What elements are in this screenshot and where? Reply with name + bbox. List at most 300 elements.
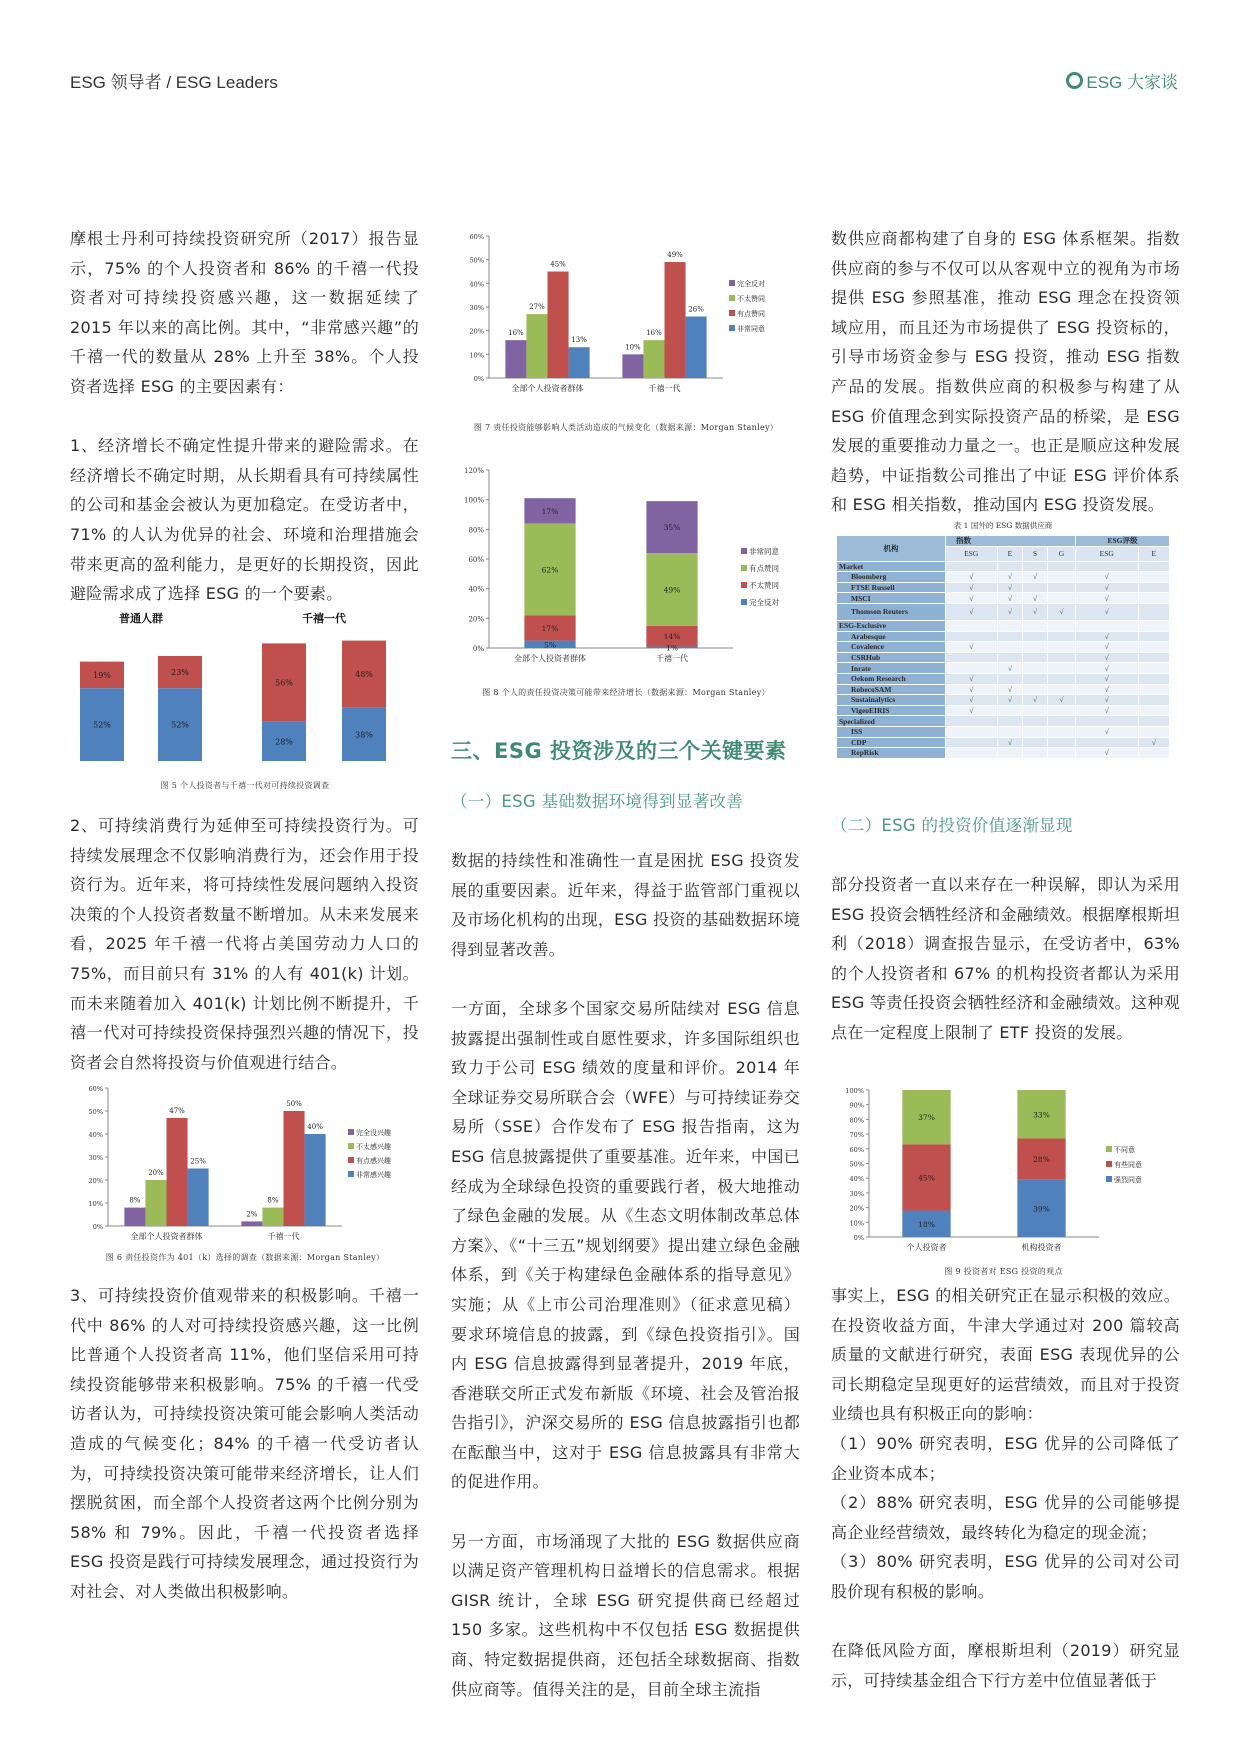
table-cell [946, 716, 998, 727]
section-label: ESG-Esclusive [837, 620, 946, 631]
data-label: 13% [571, 336, 587, 345]
figure-caption: 图 7 责任投资能够影响人类活动造成的气候变化（数据来源：Morgan Stanley） [473, 423, 779, 432]
column-subheader: S [1023, 546, 1048, 561]
circle-logo-icon [1066, 72, 1083, 89]
table-row [837, 748, 1170, 759]
check-cell [1023, 582, 1048, 593]
figure-caption: 图 5 个人投资者与千禧一代对可持续投资调查 [160, 781, 330, 790]
list-item: （2）88% 研究表明，ESG 优异的公司能够提高企业经营绩效，最终转化为稳定的现金流； [831, 1493, 1180, 1542]
legend-label: 非常同意 [737, 325, 765, 333]
table-cell [997, 716, 1023, 727]
paragraph: 摩根士丹利可持续投资研究所（2017）报告显示，75% 的个人投资者和 86% 的千禧一代投资者对可持续投资感兴趣，这一数据延续了 2015 年以来的高比例。其中，“非常感兴趣”的千禧一代的数量从 28% 上升至 38%。个人投资者选择 ESG 的主要因素有： [70, 229, 419, 396]
provider-name: MSCI [837, 593, 946, 604]
check-cell [997, 642, 1023, 653]
provider-name: CDP [837, 737, 946, 748]
y-tick-label: 60% [849, 1145, 864, 1154]
check-cell: √ [1075, 631, 1138, 642]
legend-label: 完全反对 [749, 598, 779, 607]
check-cell: √ [1075, 642, 1138, 653]
check-cell: √ [997, 582, 1023, 593]
check-cell [1047, 705, 1075, 716]
check-cell [1138, 748, 1169, 759]
table-row [837, 582, 1170, 593]
legend-label: 不太感兴趣 [356, 1143, 391, 1151]
list-item: （3）80% 研究表明，ESG 优异的公司对公司股价现有积极的影响。 [831, 1552, 1180, 1601]
legend-label: 有点赞同 [749, 564, 779, 573]
figure-9 [831, 1082, 1176, 1277]
check-cell: √ [997, 572, 1023, 583]
table-cell [1075, 620, 1138, 631]
check-cell: √ [1138, 737, 1169, 748]
check-cell [1138, 582, 1169, 593]
check-cell: √ [1075, 705, 1138, 716]
col2-block [451, 736, 800, 1704]
legend-swatch [741, 582, 747, 588]
data-label: 28% [275, 737, 293, 747]
paragraph: 数据的持续性和准确性一直是困扰 ESG 投资发展的重要因素。近年来，得益于监管部门重视以及市场化机构的出现，ESG 投资的基础数据环境得到显著改善。 [451, 851, 800, 959]
table-cell [1138, 620, 1169, 631]
bar [262, 1208, 283, 1226]
table-row [837, 642, 1170, 653]
x-tick-label: 千禧一代 [648, 384, 681, 393]
section-label: Market [837, 561, 946, 572]
legend-swatch [1106, 1176, 1112, 1182]
table-row [837, 663, 1170, 674]
y-tick-label: 30% [469, 304, 484, 312]
x-tick-label: 全部个人投资者群体 [511, 384, 584, 393]
legend-label: 强烈同意 [1114, 1176, 1142, 1184]
table-row [837, 593, 1170, 604]
table-row [837, 705, 1170, 716]
y-tick-label: 10% [849, 1219, 864, 1228]
check-cell [1138, 663, 1169, 674]
bar [505, 340, 526, 378]
check-cell: √ [1075, 663, 1138, 674]
check-cell [1047, 663, 1075, 674]
table-cell [946, 561, 998, 572]
table-cell [1047, 716, 1075, 727]
data-label: 49% [667, 251, 683, 260]
paragraph: 部分投资者一直以来存在一种误解，即认为采用 ESG 投资会牺牲经济和金融绩效。根据摩根斯坦利（2018）调查报告显示，在受访者中，63% 的个人投资者和 67% 的机构投资者都认为采用 ESG 等责任投资会牺牲经济和金融绩效。这种观点在一定程度上限制了 ETF 投资的发展。 [831, 875, 1180, 1042]
legend-swatch [348, 1157, 354, 1163]
table-cell [1023, 561, 1048, 572]
check-cell [997, 726, 1023, 737]
table-cell [1023, 716, 1048, 727]
x-tick-label: 千禧一代 [656, 654, 688, 663]
check-cell [1138, 642, 1169, 653]
legend-label: 不太赞同 [749, 581, 779, 590]
col1-block-a [70, 224, 419, 638]
section-label: Specialized [837, 716, 946, 727]
paragraph: 2、可持续消费行为延伸至可持续投资行为。可持续发展理念不仅影响消费行为，还会作用于投资行为。近年来，将可持续性发展问题纳入投资决策的个人投资者数量不断增加。从未来发展来看，2025 年千禧一代将占美国劳动力人口的 75%，而目前只有 31% 的人有 401(k) 计划。而未来随着加入 401(k) 计划比例不断提升，千禧一代对可持续投资保持强烈兴趣的情况下，投资者会自然将投资与价值观进行结合。 [70, 816, 419, 1072]
check-cell: √ [997, 684, 1023, 695]
check-cell [1047, 748, 1075, 759]
data-label: 17% [541, 506, 559, 516]
check-cell [997, 673, 1023, 684]
check-cell: √ [997, 695, 1023, 706]
data-label: 8% [129, 1196, 141, 1205]
data-label: 26% [688, 305, 704, 314]
paragraph: 另一方面，市场涌现了大批的 ESG 数据供应商以满足资产管理机构日益增长的信息需求。根据 GISR 统计，全球 ESG 研究提供商已经超过 150 多家。这些机构中不仅包括 ESG 数据提供商、特定数据提供商，还包括全球数据商、指数供应商等。值得关注的是，目前全球主流指 [451, 1531, 800, 1699]
legend-swatch [1106, 1161, 1112, 1167]
figure-6 [70, 1080, 420, 1263]
legend-label: 不同意 [1114, 1146, 1135, 1154]
data-label: 50% [286, 1100, 302, 1108]
figure-caption: 图 9 投资者对 ESG 投资的观点 [944, 1267, 1063, 1276]
check-cell [946, 748, 998, 759]
bar [241, 1221, 262, 1226]
check-cell: √ [1075, 652, 1138, 663]
y-tick-label: 0% [853, 1234, 864, 1242]
check-cell [1047, 572, 1075, 583]
provider-name: Arabesque [837, 631, 946, 642]
check-cell [1023, 726, 1048, 737]
fig7-chart [451, 228, 801, 418]
data-label: 8% [267, 1196, 279, 1205]
table-cell [1075, 561, 1138, 572]
check-cell [1023, 652, 1048, 663]
check-cell [1047, 582, 1075, 593]
col1-block-b [70, 811, 419, 1077]
bar [665, 262, 686, 378]
x-tick-label: 个人投资者 [906, 1243, 947, 1252]
legend-label: 非常同意 [749, 547, 779, 556]
legend-swatch [741, 548, 747, 554]
y-tick-label: 50% [88, 1108, 103, 1116]
data-label: 17% [541, 623, 559, 633]
y-tick-label: 100% [845, 1087, 864, 1095]
check-cell: √ [1023, 603, 1048, 620]
check-cell [997, 748, 1023, 759]
check-cell: √ [946, 642, 998, 653]
fig5-chart [70, 606, 420, 776]
table-row [837, 737, 1170, 748]
col3-block-a [831, 224, 1180, 520]
table-row [837, 572, 1170, 583]
check-cell [1023, 737, 1048, 748]
table-section-row [837, 561, 1170, 572]
y-tick-label: 20% [468, 615, 484, 624]
check-cell: √ [946, 695, 998, 706]
legend-swatch [348, 1129, 354, 1135]
legend-swatch [729, 325, 735, 331]
bar [305, 1134, 326, 1226]
column-subheader: ESG [946, 546, 998, 561]
check-cell: √ [946, 603, 998, 620]
section-heading: 三、ESG 投资涉及的三个关键要素 [451, 739, 787, 763]
legend-label: 完全没兴趣 [356, 1129, 391, 1137]
check-cell: √ [946, 673, 998, 684]
check-cell: √ [946, 582, 998, 593]
data-label: 2% [246, 1210, 258, 1219]
check-cell [1138, 684, 1169, 695]
data-label: 16% [508, 329, 524, 338]
check-cell [1075, 737, 1138, 748]
check-cell [1138, 631, 1169, 642]
subsection-heading: （二）ESG 的投资价值逐渐显现 [831, 816, 1073, 835]
column-subheader: G [1047, 546, 1075, 561]
provider-table-figure [836, 520, 1170, 759]
y-tick-label: 60% [468, 556, 484, 564]
provider-name: Thomson Reuters [837, 603, 946, 620]
group-title: 普通人群 [119, 612, 163, 625]
section-label: ESG 大家谈 [1086, 73, 1178, 92]
running-header-title: ESG 领导者 / ESG Leaders [70, 73, 278, 92]
check-cell [997, 631, 1023, 642]
table-cell [997, 561, 1023, 572]
x-tick-label: 机构投资者 [1021, 1243, 1062, 1252]
legend-label: 不太赞同 [737, 295, 765, 303]
y-tick-label: 20% [88, 1177, 103, 1185]
bar [643, 340, 664, 378]
check-cell [997, 705, 1023, 716]
check-cell [1023, 631, 1048, 642]
check-cell: √ [1075, 726, 1138, 737]
figure-5 [70, 606, 420, 791]
table-row [837, 603, 1170, 620]
bar [284, 1111, 305, 1226]
check-cell: √ [1023, 572, 1048, 583]
table-section-row [837, 620, 1170, 631]
legend-swatch [729, 295, 735, 301]
paragraph: 3、可持续投资价值观带来的积极影响。千禧一代中 86% 的人对可持续投资感兴趣，这一比例比普通个人投资者高 11%，他们坚信采用可持续投资能够带来积极影响。75% 的千禧一代受访者认为，可持续投资决策可能会影响人类活动造成的气候变化；84% 的千禧一代受访者认为，可持续投资决策可能带来经济增长，让人们摆脱贫困，而全部个人投资者这两个比例分别为 58% 和 79%。因此，千禧一代投资者选择 ESG 投资是践行可持续发展理念，通过投资行为对社会、对人类做出积极影响。 [70, 1286, 419, 1601]
legend-swatch [348, 1171, 354, 1177]
table-title: 表 1 国外的 ESG 数据供应商 [953, 521, 1053, 530]
y-tick-label: 20% [469, 327, 484, 336]
column-group-header: 指数 [946, 536, 1076, 547]
figure-7 [451, 228, 801, 433]
bar [145, 1180, 166, 1226]
y-tick-label: 40% [469, 280, 484, 289]
provider-name: CSRHub [837, 652, 946, 663]
y-tick-label: 70% [849, 1131, 864, 1140]
column-subheader: E [997, 546, 1023, 561]
data-label: 48% [355, 670, 373, 680]
y-tick-label: 20% [849, 1204, 864, 1213]
provider-name: RobecoSAM [837, 684, 946, 695]
col3-block-c [831, 1281, 1180, 1695]
check-cell: √ [1075, 748, 1138, 759]
check-cell: √ [1047, 603, 1075, 620]
col1-block-c [70, 1281, 419, 1607]
check-cell: √ [1075, 673, 1138, 684]
y-tick-label: 30% [88, 1154, 103, 1162]
provider-name: Inrate [837, 663, 946, 674]
provider-table [836, 535, 1170, 759]
check-cell [1138, 652, 1169, 663]
check-cell [946, 631, 998, 642]
x-tick-label: 全部个人投资者群体 [514, 654, 586, 663]
bar [548, 272, 569, 379]
check-cell [1047, 631, 1075, 642]
data-label: 28% [1033, 1155, 1050, 1165]
provider-name: Covalence [837, 642, 946, 653]
check-cell: √ [1075, 582, 1138, 593]
table-header-row [837, 536, 1170, 547]
legend-swatch [741, 599, 747, 605]
column-group-header: ESG评级 [1075, 536, 1169, 547]
provider-name: RepRisk [837, 748, 946, 759]
data-label: 25% [190, 1157, 206, 1166]
check-cell [946, 652, 998, 663]
col3-block-b [831, 811, 1180, 1048]
data-label: 39% [1033, 1204, 1050, 1214]
fig9-chart [831, 1082, 1176, 1262]
y-tick-label: 80% [468, 526, 484, 535]
check-cell [1023, 663, 1048, 674]
y-tick-label: 60% [88, 1085, 103, 1093]
list-item: （1）90% 研究表明，ESG 优异的公司降低了企业资本成本； [831, 1433, 1180, 1483]
legend-label: 有点感兴趣 [356, 1157, 391, 1165]
check-cell: √ [946, 593, 998, 604]
check-cell [1138, 572, 1169, 583]
paragraph: 一方面，全球多个国家交易所陆续对 ESG 信息披露提出强制性或自愿性要求，许多国际组织也致力于公司 ESG 绩效的度量和评价。2014 年全球证券交易所联合会（WFE）与可持续证券交易所（SSE）合作发布了 ESG 报告指南，这为 ESG 信息披露提供了重要基准。近年来，中国已经成为全球绿色投资的重要践行者，极大地推动了绿色金融的发展。从《生态文明体制改革总体方案》、《“十三五”规划纲要》提出建立绿色金融体系，到《关于构建绿色金融体系的指导意见》实施；从《上市公司治理准则》（征求意见稿）要求环境信息的披露，到《绿色投资指引》。国内 ESG 信息披露得到显著提升，2019 年底，香港联交所正式发布新版《环境、社会及管治报告指引》，沪深交易所的 ESG 信息披露指引也都在酝酿当中，这对于 ESG 信息披露具有非常大的促进作用。 [451, 998, 800, 1492]
check-cell [1023, 642, 1048, 653]
provider-name: ISS [837, 726, 946, 737]
check-cell [1047, 652, 1075, 663]
data-label: 45% [918, 1173, 935, 1183]
check-cell: √ [997, 737, 1023, 748]
column-subheader: E [1138, 546, 1169, 561]
fig6-chart [70, 1080, 420, 1248]
table-cell [1047, 620, 1075, 631]
legend-label: 完全反对 [737, 280, 765, 288]
table-row [837, 673, 1170, 684]
data-label: 23% [171, 668, 189, 678]
check-cell [946, 737, 998, 748]
data-label: 5% [544, 640, 556, 650]
data-label: 37% [918, 1113, 935, 1123]
figure-8 [451, 458, 801, 698]
provider-name: VigeoEIRIS [837, 705, 946, 716]
bar [167, 1118, 188, 1226]
y-tick-label: 10% [469, 351, 484, 360]
legend-swatch [729, 310, 735, 316]
y-tick-label: 60% [469, 233, 484, 241]
check-cell: √ [997, 593, 1023, 604]
check-cell: √ [946, 684, 998, 695]
data-label: 45% [550, 260, 566, 269]
paragraph: 事实上，ESG 的相关研究正在显示积极的效应。在投资收益方面，牛津大学通过对 200 篇较高质量的文献进行研究，表面 ESG 表现优异的公司长期稳定呈现更好的运营绩效，而且对于投资业绩也具有积极正向的影响： [831, 1286, 1180, 1424]
paragraph: 在降低风险方面，摩根斯坦利（2019）研究显示，可持续基金组合下行方差中位值显著低于 [831, 1641, 1180, 1690]
x-tick-label: 全部个人投资者群体 [130, 1232, 203, 1241]
y-tick-label: 0% [472, 645, 484, 653]
y-tick-label: 80% [849, 1116, 864, 1125]
table-cell [946, 620, 998, 631]
check-cell [997, 652, 1023, 663]
check-cell [1047, 726, 1075, 737]
figure-caption: 图 6 责任投资作为 401（k）选择的调查（数据来源：Morgan Stanley） [105, 1253, 385, 1262]
legend-label: 有些同意 [1114, 1161, 1142, 1169]
data-label: 33% [1033, 1110, 1050, 1120]
provider-name: Sustainalytics [837, 695, 946, 706]
check-cell [1023, 705, 1048, 716]
data-label: 16% [646, 329, 662, 338]
data-label: 38% [355, 730, 373, 740]
group-title: 千禧一代 [302, 612, 346, 625]
provider-name: Bloomberg [837, 572, 946, 583]
y-tick-label: 100% [463, 496, 484, 505]
y-tick-label: 30% [849, 1189, 864, 1198]
check-cell [1138, 695, 1169, 706]
check-cell [1047, 642, 1075, 653]
check-cell: √ [1075, 603, 1138, 620]
data-label: 52% [93, 720, 111, 730]
legend-label: 非常感兴趣 [356, 1171, 391, 1179]
legend-swatch [348, 1143, 354, 1149]
legend-label: 有点赞同 [737, 310, 765, 318]
table-cell [1075, 716, 1138, 727]
data-label: 52% [171, 720, 189, 730]
check-cell: √ [1075, 684, 1138, 695]
check-cell: √ [1075, 593, 1138, 604]
check-cell [1138, 593, 1169, 604]
data-label: 18% [918, 1219, 935, 1229]
check-cell: √ [1075, 695, 1138, 706]
check-cell: √ [1023, 593, 1048, 604]
check-cell [1023, 748, 1048, 759]
running-header-section [1066, 68, 1178, 93]
bar [188, 1169, 209, 1227]
data-label: 56% [275, 678, 293, 688]
data-label: 20% [148, 1169, 164, 1177]
check-cell [946, 726, 998, 737]
table-section-row [837, 716, 1170, 727]
y-tick-label: 50% [469, 256, 484, 265]
y-tick-label: 120% [463, 467, 484, 475]
y-tick-label: 90% [849, 1101, 864, 1110]
data-label: 10% [625, 343, 641, 352]
provider-name: FTSE Russell [837, 582, 946, 593]
check-cell: √ [946, 705, 998, 716]
table-cell [997, 620, 1023, 631]
bar [569, 347, 590, 378]
table-cell [1023, 620, 1048, 631]
legend-swatch [1106, 1146, 1112, 1152]
data-label: 19% [93, 670, 111, 680]
check-cell [1047, 593, 1075, 604]
legend-swatch [741, 565, 747, 571]
bar [526, 314, 547, 378]
check-cell [1138, 603, 1169, 620]
check-cell [1023, 673, 1048, 684]
check-cell [1023, 684, 1048, 695]
data-label: 1% [666, 643, 678, 653]
subsection-heading: （一）ESG 基础数据环境得到显著改善 [451, 792, 744, 811]
data-label: 14% [663, 632, 681, 642]
table-cell [1047, 561, 1075, 572]
check-cell [1138, 726, 1169, 737]
table-row [837, 652, 1170, 663]
y-tick-label: 0% [473, 375, 484, 383]
provider-name: Oekom Research [837, 673, 946, 684]
table-row [837, 631, 1170, 642]
check-cell [1047, 684, 1075, 695]
paragraph: 1、经济增长不确定性提升带来的避险需求。在经济增长不确定时期，从长期看具有可持续属性的公司和基金会被认为更加稳定。在受访者中，71% 的人认为优异的社会、环境和治理措施会带来更高的盈利能力，是更好的长期投资，因此避险需求成了选择 ESG 的一个要素。 [70, 436, 419, 604]
y-tick-label: 50% [849, 1160, 864, 1169]
table-row [837, 684, 1170, 695]
check-cell [1138, 673, 1169, 684]
data-label: 27% [529, 303, 545, 312]
check-cell [1047, 673, 1075, 684]
bar [686, 316, 707, 378]
legend-swatch [729, 280, 735, 286]
table-row [837, 726, 1170, 737]
check-cell: √ [1047, 695, 1075, 706]
y-tick-label: 40% [468, 585, 484, 594]
fig8-chart [451, 458, 801, 673]
table-cell [1138, 561, 1169, 572]
